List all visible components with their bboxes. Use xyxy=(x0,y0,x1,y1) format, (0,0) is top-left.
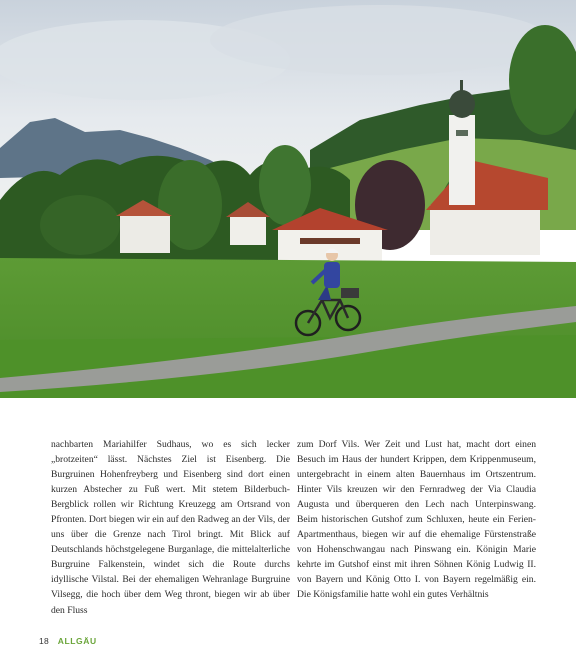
section-title: ALLGÄU xyxy=(57,636,97,646)
text-column-right xyxy=(297,437,536,603)
page-footer xyxy=(39,636,97,646)
body-text-right: zum Dorf Vils. Wer Zeit und Lust hat, macht dort einen Besuch im Haus der hundert Krippen, dem Krippenmuseum, untergebracht in einem alten Bauernhaus im Ortszentrum. Hinter Vils kreuzen wir den Fernradweg der Via Claudia Augusta und überqueren den Lech nach Unterpinswang. Beim historischen Gutshof zum Schluxen, heute ein Ferien-Apartmenthaus, biegen wir auf die ehemalige Fürstenstraße von Hohenschwangau nach Pinswang ein. Königin Marie kehrte im Gutshof einst mit ihren Söhnen König Ludwig II. von Bayern und König Otto I. von Bayern regelmäßig ein. Die Königsfamilie hatte wohl ein gutes Verhältnis xyxy=(297,439,536,601)
body-text-left: nachbarten Mariahilfer Sudhaus, wo es sich lecker „brotzeiten“ lässt. Nächstes Ziel ist Eisenberg. Die Burgruinen Hohenfreyberg und Eisenberg sind dort einen kurzen Abstecher zu Fuß wert. Mit stetem Bilderbuch-Bergblick rollen wir Richtung Kreuzegg am Ortsrand von Pfronten. Dort biegen wir ein auf den Radweg an der Vils, der uns über die Grenze nach Tirol bringt. Mit Blick auf Deutschlands höchstgelegene Burganlage, die mittelalterliche Burgruine Falkenstein, windet sich die Route durchs idyllische Vilstal. Bei der ehemaligen Wehranlage Burgruine Vilsegg, die hoch über dem Weg thront, biegen wir ab über den Fluss xyxy=(51,439,290,616)
page-number: 18 xyxy=(39,636,50,646)
text-column-left xyxy=(51,437,290,618)
